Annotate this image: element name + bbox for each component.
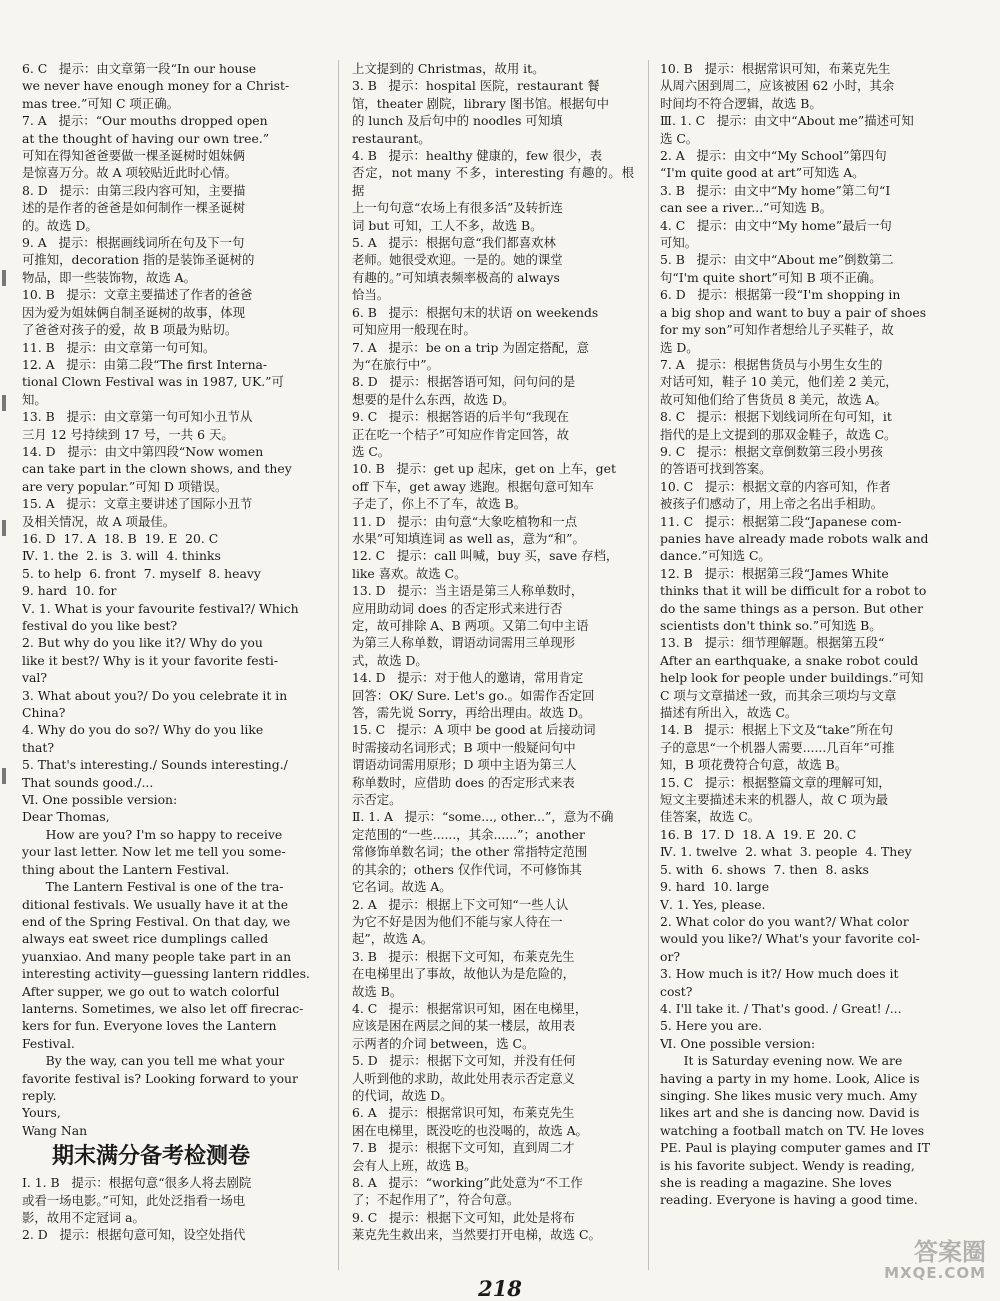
answer-line: After an earthquake, a snake robot could <box>660 652 919 668</box>
answer-line: 为“在旅行中”。 <box>352 356 440 372</box>
answer-line: 13. B 提示：细节理解题。根据第五段“ <box>660 635 885 651</box>
answer-line: 3. B 提示：根据下文可知，布莱克先生 <box>352 948 575 964</box>
answer-line: 11. D 提示：由句意“大象吃植物和一点 <box>352 513 578 529</box>
answer-line: 恰当。 <box>352 287 390 303</box>
answer-line: 14. B 提示：根据上下文及“take”所在句 <box>660 722 894 738</box>
answer-line: 会有人上班，故选 B。 <box>352 1157 477 1173</box>
answer-line: singing. She likes music very much. Amy <box>660 1087 918 1103</box>
answer-line: 8. D 提示：由第三段内容可知，主要描 <box>22 182 246 198</box>
answer-line: 三月 12 号持续到 17 号，一共 6 天。 <box>22 426 234 442</box>
answer-line: 定范围的“一些......，其余......”；another <box>352 826 585 842</box>
answer-line: 7. A 提示：根据售货员与小男生女生的 <box>660 356 883 372</box>
answer-line: 答，需先说 Sorry，再给出理由。故选 D。 <box>352 705 591 721</box>
answer-line: 短文主要描述未来的机器人，故 C 项为最 <box>660 792 888 808</box>
answer-line: 4. Why do you do so?/ Why do you like <box>22 722 264 738</box>
answer-line: 定，故可排除 A、B 两项。又第二句中主语 <box>352 618 589 633</box>
answer-line: 4. B 提示：healthy 健康的，few 很少，表 <box>352 148 603 164</box>
answer-line: Ⅴ. 1. What is your favourite festival?/ Which <box>22 600 299 616</box>
answer-line: 10. C 提示：根据文章的内容可知，作者 <box>660 478 891 494</box>
answer-line: 的 lunch 及后句中的 noodles 可知填 <box>352 113 563 129</box>
answer-line: that? <box>22 739 54 755</box>
answer-line: Ⅵ. One possible version: <box>660 1035 816 1051</box>
answer-line: 被孩子们感动了，用上帝之名出手相助。 <box>660 496 884 512</box>
answer-line: 9. hard 10. for <box>22 583 117 599</box>
answer-line: 它名词。故选 A。 <box>352 879 452 895</box>
answer-line: 为它不好是因为他们不能与家人待在一 <box>352 913 563 929</box>
answer-line: 示否定。 <box>352 792 402 808</box>
answer-line: help look for people under buildings.”可知 <box>660 670 924 686</box>
answer-line: do the same things as a person. But other <box>660 600 924 616</box>
answer-line: 人听到他的求助，故此处用表示否定意义 <box>352 1070 576 1086</box>
answer-line: 困在电梯里，既没吃的也没喝的，故选 A。 <box>352 1122 588 1138</box>
answer-line: yuanxiao. And many people take part in an <box>22 948 292 964</box>
answer-line: “I'm quite good at art”可知选 A。 <box>660 165 865 181</box>
answer-line: restaurant。 <box>352 130 431 146</box>
answer-line: 知，B 项花费符合句意，故选 B。 <box>660 757 848 773</box>
answer-line: favorite festival is? Looking forward to your <box>22 1070 298 1086</box>
answer-line: can see a river...”可知选 B。 <box>660 200 833 216</box>
answer-line: PE. Paul is playing computer games and IT <box>660 1140 930 1156</box>
answer-line: 16. D 17. A 18. B 19. E 20. C <box>22 530 219 546</box>
answer-line: off 下车，get away 逃跑。根据句意可知车 <box>352 478 594 494</box>
answer-line: can take part in the clown shows, and they <box>22 461 292 477</box>
answer-line: 述的是作者的爸爸是如何制作一棵圣诞树 <box>22 200 246 216</box>
answer-line: 5. A 提示：根据句意“我们都喜欢林 <box>352 235 556 251</box>
answer-line: 知。 <box>22 391 47 407</box>
answer-line: 上文提到的 Christmas，故用 it。 <box>352 61 545 76</box>
answer-line: 15. C 提示：根据整篇文章的理解可知， <box>660 774 891 790</box>
answer-line: 了爸爸对孩子的爱，故 B 项最为贴切。 <box>22 322 238 338</box>
column-divider-2 <box>648 60 649 1270</box>
answer-line: are very popular.”可知 D 项错误。 <box>22 478 228 494</box>
answer-line: 应该是困在两层之间的某一楼层，故用表 <box>352 1018 576 1034</box>
answer-line: 2. But why do you like it?/ Why do you <box>22 635 263 651</box>
answer-line: for my son”可知作者想给儿子买鞋子，故 <box>660 322 894 338</box>
answer-line: 影，故用不定冠词 a。 <box>22 1210 145 1225</box>
answer-line: 5. That's interesting./ Sounds interesting./ <box>22 757 288 773</box>
answer-line: 佳答案，故选 C。 <box>660 809 761 825</box>
answer-line: 描述有所出入，故选 C。 <box>660 705 798 721</box>
answer-line: 有趣的。”可知填表频率极高的 always <box>352 269 560 285</box>
answer-line: or? <box>660 948 681 964</box>
answer-line: festival do you like best? <box>22 618 178 633</box>
answer-line: cost? <box>660 983 693 999</box>
answer-line: 选 C。 <box>660 130 699 146</box>
answer-line: watching a football match on TV. He loves <box>660 1122 925 1138</box>
answer-line: end of the Spring Festival. On that day, we <box>22 913 291 929</box>
answer-line: 12. A 提示：由第二段“The first Interna- <box>22 356 268 372</box>
answer-line: 选 C。 <box>352 443 391 459</box>
answer-line: 14. D 提示：由文中第四段“Now women <box>22 443 264 459</box>
answer-line: 馆，theater 剧院，library 图书馆。根据句中 <box>352 95 609 111</box>
answer-line: 词 but 可知，工人不多，故选 B。 <box>352 217 543 233</box>
answer-line: kers for fun. Everyone loves the Lantern <box>22 1018 277 1034</box>
answer-line: 及相关情况，故 A 项最佳。 <box>22 513 176 529</box>
answer-line: 15. C 提示：A 项中 be good at 后接动词 <box>352 722 596 738</box>
answer-line: Festival. <box>22 1035 75 1051</box>
answer-line: 9. A 提示：根据画线词所在句及下一句 <box>22 235 245 251</box>
answer-line: 式，故选 D。 <box>352 652 428 668</box>
answer-line: Ⅲ. 1. C 提示：由文中“About me”描述可知 <box>660 113 914 129</box>
answer-line: your last letter. Now let me tell you some- <box>22 844 286 860</box>
answer-line: 正在吃一个桔子”可知应作肯定回答，故 <box>352 426 569 442</box>
answer-line: is his favorite subject. Wendy is reading, <box>660 1157 915 1173</box>
answer-line: at the thought of having our own tree.” <box>22 130 270 146</box>
answer-line: 想要的是什么东西，故选 D。 <box>352 391 515 407</box>
answer-line: 12. B 提示：根据第三段“James White <box>660 565 889 581</box>
site-watermark <box>836 1239 986 1283</box>
answer-line: 9. C 提示：根据下文可知，此处是将布 <box>352 1209 575 1225</box>
answer-line: 9. hard 10. large <box>660 879 770 895</box>
answer-line: 7. A 提示：be on a trip 为固定搭配，意 <box>352 339 590 355</box>
answer-line: 15. A 提示：文章主要讲述了国际小丑节 <box>22 496 253 512</box>
answer-line: 子走了，你上不了车，故选 B。 <box>352 496 527 512</box>
answer-line: a big shop and want to buy a pair of shoes <box>660 304 927 320</box>
answer-line: After supper, we go out to watch colorful <box>22 983 280 999</box>
answer-line: 回答：OK/ Sure. Let's go.。如需作否定回 <box>352 687 595 703</box>
answer-line: having a party in my home. Look, Alice is <box>660 1070 920 1086</box>
answer-line: How are you? I'm so happy to receive <box>22 826 283 842</box>
answer-line: 老师。她很受欢迎。一是的。她的课堂 <box>352 252 563 268</box>
answer-line: 9. C 提示：根据答语的后半句“我现在 <box>352 409 569 425</box>
answer-line: 13. B 提示：由文章第一句可知小丑节从 <box>22 409 253 425</box>
answer-line: 2. D 提示：根据句意可知，设空处指代 <box>22 1227 246 1243</box>
answer-line: interesting activity—guessing lantern riddles. <box>22 966 310 982</box>
answer-line: scientists don't think so.”可知选 B。 <box>660 618 882 633</box>
answer-line: Ⅱ. 1. A 提示：“some..., other...”，意为不确 <box>352 809 614 825</box>
answer-line: 指代的是上文提到的那双金鞋子，故选 C。 <box>660 426 897 442</box>
answer-line: val? <box>22 670 47 686</box>
answer-line: tional Clown Festival was in 1987, UK.”可 <box>22 374 284 390</box>
answer-line: 4. C 提示：由文中“My home”最后一句 <box>660 217 892 233</box>
binding-edge-mark <box>2 270 6 286</box>
answer-line: 示两者的介词 between，选 C。 <box>352 1035 535 1051</box>
answer-line: Ⅰ. 1. B 提示：根据句意“很多人将去剧院 <box>22 1175 252 1191</box>
answer-line: 14. D 提示：对于他人的邀请，常用肯定 <box>352 670 584 686</box>
answer-line: 句“I'm quite short”可知 B 项不正确。 <box>660 269 882 285</box>
answer-line: C 项与文章描述一致，而其余三项均与文章 <box>660 687 897 703</box>
answer-line: 7. B 提示：根据下文可知，直到周二才 <box>352 1140 575 1156</box>
answer-line: 因为爱为姐妹俩自制圣诞树的故事，体现 <box>22 304 246 320</box>
answer-line: 起”，故选 A。 <box>352 931 434 947</box>
answer-line: 时需接动名词形式；B 项中一般疑问句中 <box>352 739 576 755</box>
answer-column-2 <box>352 60 634 1260</box>
answer-line: 是惊喜万分。故 A 项较贴近此时心情。 <box>22 165 238 181</box>
answer-line: 了；不起作用了”，符合句意。 <box>352 1192 520 1208</box>
watermark-url: MXQE.COM <box>884 1264 986 1282</box>
answer-line: 4. C 提示：根据常识可知，困在电梯里， <box>352 1000 588 1016</box>
answer-line: 上一句句意“农场上有很多活”及转折连 <box>352 200 563 216</box>
answer-line: 可知。 <box>660 235 698 251</box>
answer-line: 4. I'll take it. / That's good. / Great! /... <box>660 1000 902 1016</box>
answer-line: 2. A 提示：根据上下文可知“一些人认 <box>352 896 569 912</box>
answer-line: 11. B 提示：由文章第一句可知。 <box>22 339 216 355</box>
answer-line: Ⅴ. 1. Yes, please. <box>660 896 766 912</box>
answer-line: 时间均不符合逻辑，故选 B。 <box>660 95 822 111</box>
watermark-title: 答案圈 <box>914 1238 986 1266</box>
answer-line: 12. C 提示：call 叫喊，buy 买，save 存档， <box>352 548 619 564</box>
answer-line: 8. D 提示：根据答语可知，问句问的是 <box>352 374 576 390</box>
answer-line: 6. D 提示：根据第一段“I'm shopping in <box>660 287 901 303</box>
answer-line: 10. B 提示：根据常识可知，布莱克先生 <box>660 61 891 76</box>
answer-line: That sounds good./... <box>22 774 154 790</box>
answer-line: Ⅵ. One possible version: <box>22 792 178 808</box>
answer-line: 3. How much is it?/ How much does it <box>660 966 899 982</box>
answer-column-1 <box>22 60 322 1260</box>
answer-line: 子的意思“一个机器人需要......几百年”可推 <box>660 739 895 755</box>
answer-line: 的其余的；others 仅作代词，不可修饰其 <box>352 861 582 877</box>
answer-line: 的。故选 D。 <box>22 217 98 233</box>
answer-line: 8. C 提示：根据下划线词所在句可知，it <box>660 409 892 425</box>
answer-line: 为第三人称单数，谓语动词需用三单现形 <box>352 635 576 651</box>
answer-line: 6. B 提示：根据句末的状语 on weekends <box>352 304 599 320</box>
answer-line: ditional festivals. We usually have it at the <box>22 896 289 912</box>
answer-line: 在电梯里出了事故，故他认为是危险的， <box>352 966 576 982</box>
answer-line: 否定，not many 不多，interesting 有趣的。根据 <box>352 165 634 198</box>
answer-line: China? <box>22 705 66 721</box>
answer-line: 3. B 提示：hospital 医院，restaurant 餐 <box>352 78 600 94</box>
answer-line: 常修饰单数名词；the other 常指特定范围 <box>352 844 588 860</box>
column-divider-1 <box>338 60 339 1270</box>
answer-line: 16. B 17. D 18. A 19. E 20. C <box>660 826 857 842</box>
answer-line: thinks that it will be difficult for a robot to <box>660 583 927 599</box>
answer-line: 5. to help 6. front 7. myself 8. heavy <box>22 565 261 581</box>
answer-line: 2. A 提示：由文中“My School”第四句 <box>660 148 887 164</box>
answer-line: 称单数时，应借助 does 的否定形式来表 <box>352 774 575 790</box>
answer-line: 莱克先生救出来，当然要打开电梯，故选 C。 <box>352 1227 601 1243</box>
answer-line: 7. A 提示：“Our mouths dropped open <box>22 113 268 129</box>
answer-line: like it best?/ Why is it your favorite festi- <box>22 652 279 668</box>
answer-line: 2. What color do you want?/ What color <box>660 913 909 929</box>
answer-line: likes art and she is dancing now. David is <box>660 1105 920 1121</box>
answer-line: she is reading a magazine. She loves <box>660 1175 892 1190</box>
answer-line: reading. Everyone is having a good time. <box>660 1192 918 1208</box>
answer-line: 可知应用一般现在时。 <box>352 322 476 338</box>
page-number: 218 <box>478 1276 522 1301</box>
answer-line: Ⅳ. 1. the 2. is 3. will 4. thinks <box>22 548 221 564</box>
answer-line: reply. <box>22 1087 57 1103</box>
answer-line: 3. B 提示：由文中“My home”第二句“I <box>660 182 891 198</box>
answer-line: 可知在得知爸爸要做一棵圣诞树时姐妹俩 <box>22 148 246 164</box>
answer-line: 从周六困到周二，应该被困 62 小时，其余 <box>660 78 895 94</box>
answer-line: 水果”可知填连词 as well as，意为“和”。 <box>352 530 585 546</box>
answer-line: Ⅳ. 1. twelve 2. what 3. people 4. They <box>660 844 912 860</box>
answer-line: 6. A 提示：根据常识可知，布莱克先生 <box>352 1105 575 1121</box>
answer-line: dance.”可知选 C。 <box>660 548 771 564</box>
answer-line: lanterns. Sometimes, we also let off firecrac- <box>22 1000 304 1016</box>
answer-line: It is Saturday evening now. We are <box>660 1053 903 1069</box>
answer-line: 6. C 提示：由文章第一段“In our house <box>22 61 257 76</box>
answer-line: Wang Nan <box>22 1122 88 1138</box>
answer-column-3 <box>660 60 960 1260</box>
answer-line: thing about the Lantern Festival. <box>22 861 230 877</box>
answer-line: 故选 B。 <box>352 983 403 999</box>
answer-line: 的答语可找到答案。 <box>660 461 772 477</box>
answer-line: 13. D 提示：当主语是第三人称单数时， <box>352 583 584 599</box>
answer-line: Yours, <box>22 1105 61 1121</box>
answer-line: 5. D 提示：根据下文可知，并没有任何 <box>352 1053 576 1069</box>
answer-line: would you like?/ What's your favorite col- <box>660 931 920 947</box>
answer-line: 故可知他们给了售货员 8 美元，故选 A。 <box>660 391 887 407</box>
answer-line: 9. C 提示：根据文章倒数第三段小男孩 <box>660 443 883 459</box>
answer-line: mas tree.”可知 C 项正确。 <box>22 95 179 111</box>
answer-line: like 喜欢。故选 C。 <box>352 565 467 581</box>
answer-line: 8. A 提示：“working”此处意为“不工作 <box>352 1175 583 1190</box>
answer-line: we never have enough money for a Christ- <box>22 78 290 94</box>
answer-line: 3. What about you?/ Do you celebrate it in <box>22 687 288 703</box>
answer-line: 或看一场电影。”可知，此处泛指看一场电 <box>22 1192 246 1208</box>
answer-line: 选 D。 <box>660 339 699 355</box>
answer-line: 的代词，故选 D。 <box>352 1087 453 1103</box>
answer-line: 谓语动词需用原形；D 项中主语为第三人 <box>352 757 577 773</box>
section-heading: 期末满分备考检测卷 <box>52 1144 251 1170</box>
answer-line: 11. C 提示：根据第二段“Japanese com- <box>660 513 902 529</box>
answer-line: 10. B 提示：文章主要描述了作者的爸爸 <box>22 287 253 303</box>
answer-line: 对话可知，鞋子 10 美元，他们差 2 美元， <box>660 374 898 390</box>
answer-line: 5. with 6. shows 7. then 8. asks <box>660 861 869 877</box>
answer-line: By the way, can you tell me what your <box>22 1053 285 1069</box>
binding-edge-mark <box>2 395 6 411</box>
answer-line: 5. B 提示：由文中“About me”倒数第二 <box>660 252 894 268</box>
binding-edge-mark <box>2 768 6 784</box>
answer-line: Dear Thomas, <box>22 809 110 825</box>
answer-line: 应用助动词 does 的否定形式来进行否 <box>352 600 563 616</box>
answer-line: panies have already made robots walk and <box>660 530 929 546</box>
answer-line: 5. Here you are. <box>660 1018 763 1034</box>
answer-line: 10. B 提示：get up 起床，get on 上车，get <box>352 461 616 477</box>
answer-line: always eat sweet rice dumplings called <box>22 931 269 947</box>
answer-line: The Lantern Festival is one of the tra- <box>22 879 284 895</box>
binding-edge-mark <box>2 520 6 536</box>
answer-line: 可推知，decoration 指的是装饰圣诞树的 <box>22 252 255 268</box>
answer-line: 物品，即一些装饰物，故选 A。 <box>22 269 196 285</box>
